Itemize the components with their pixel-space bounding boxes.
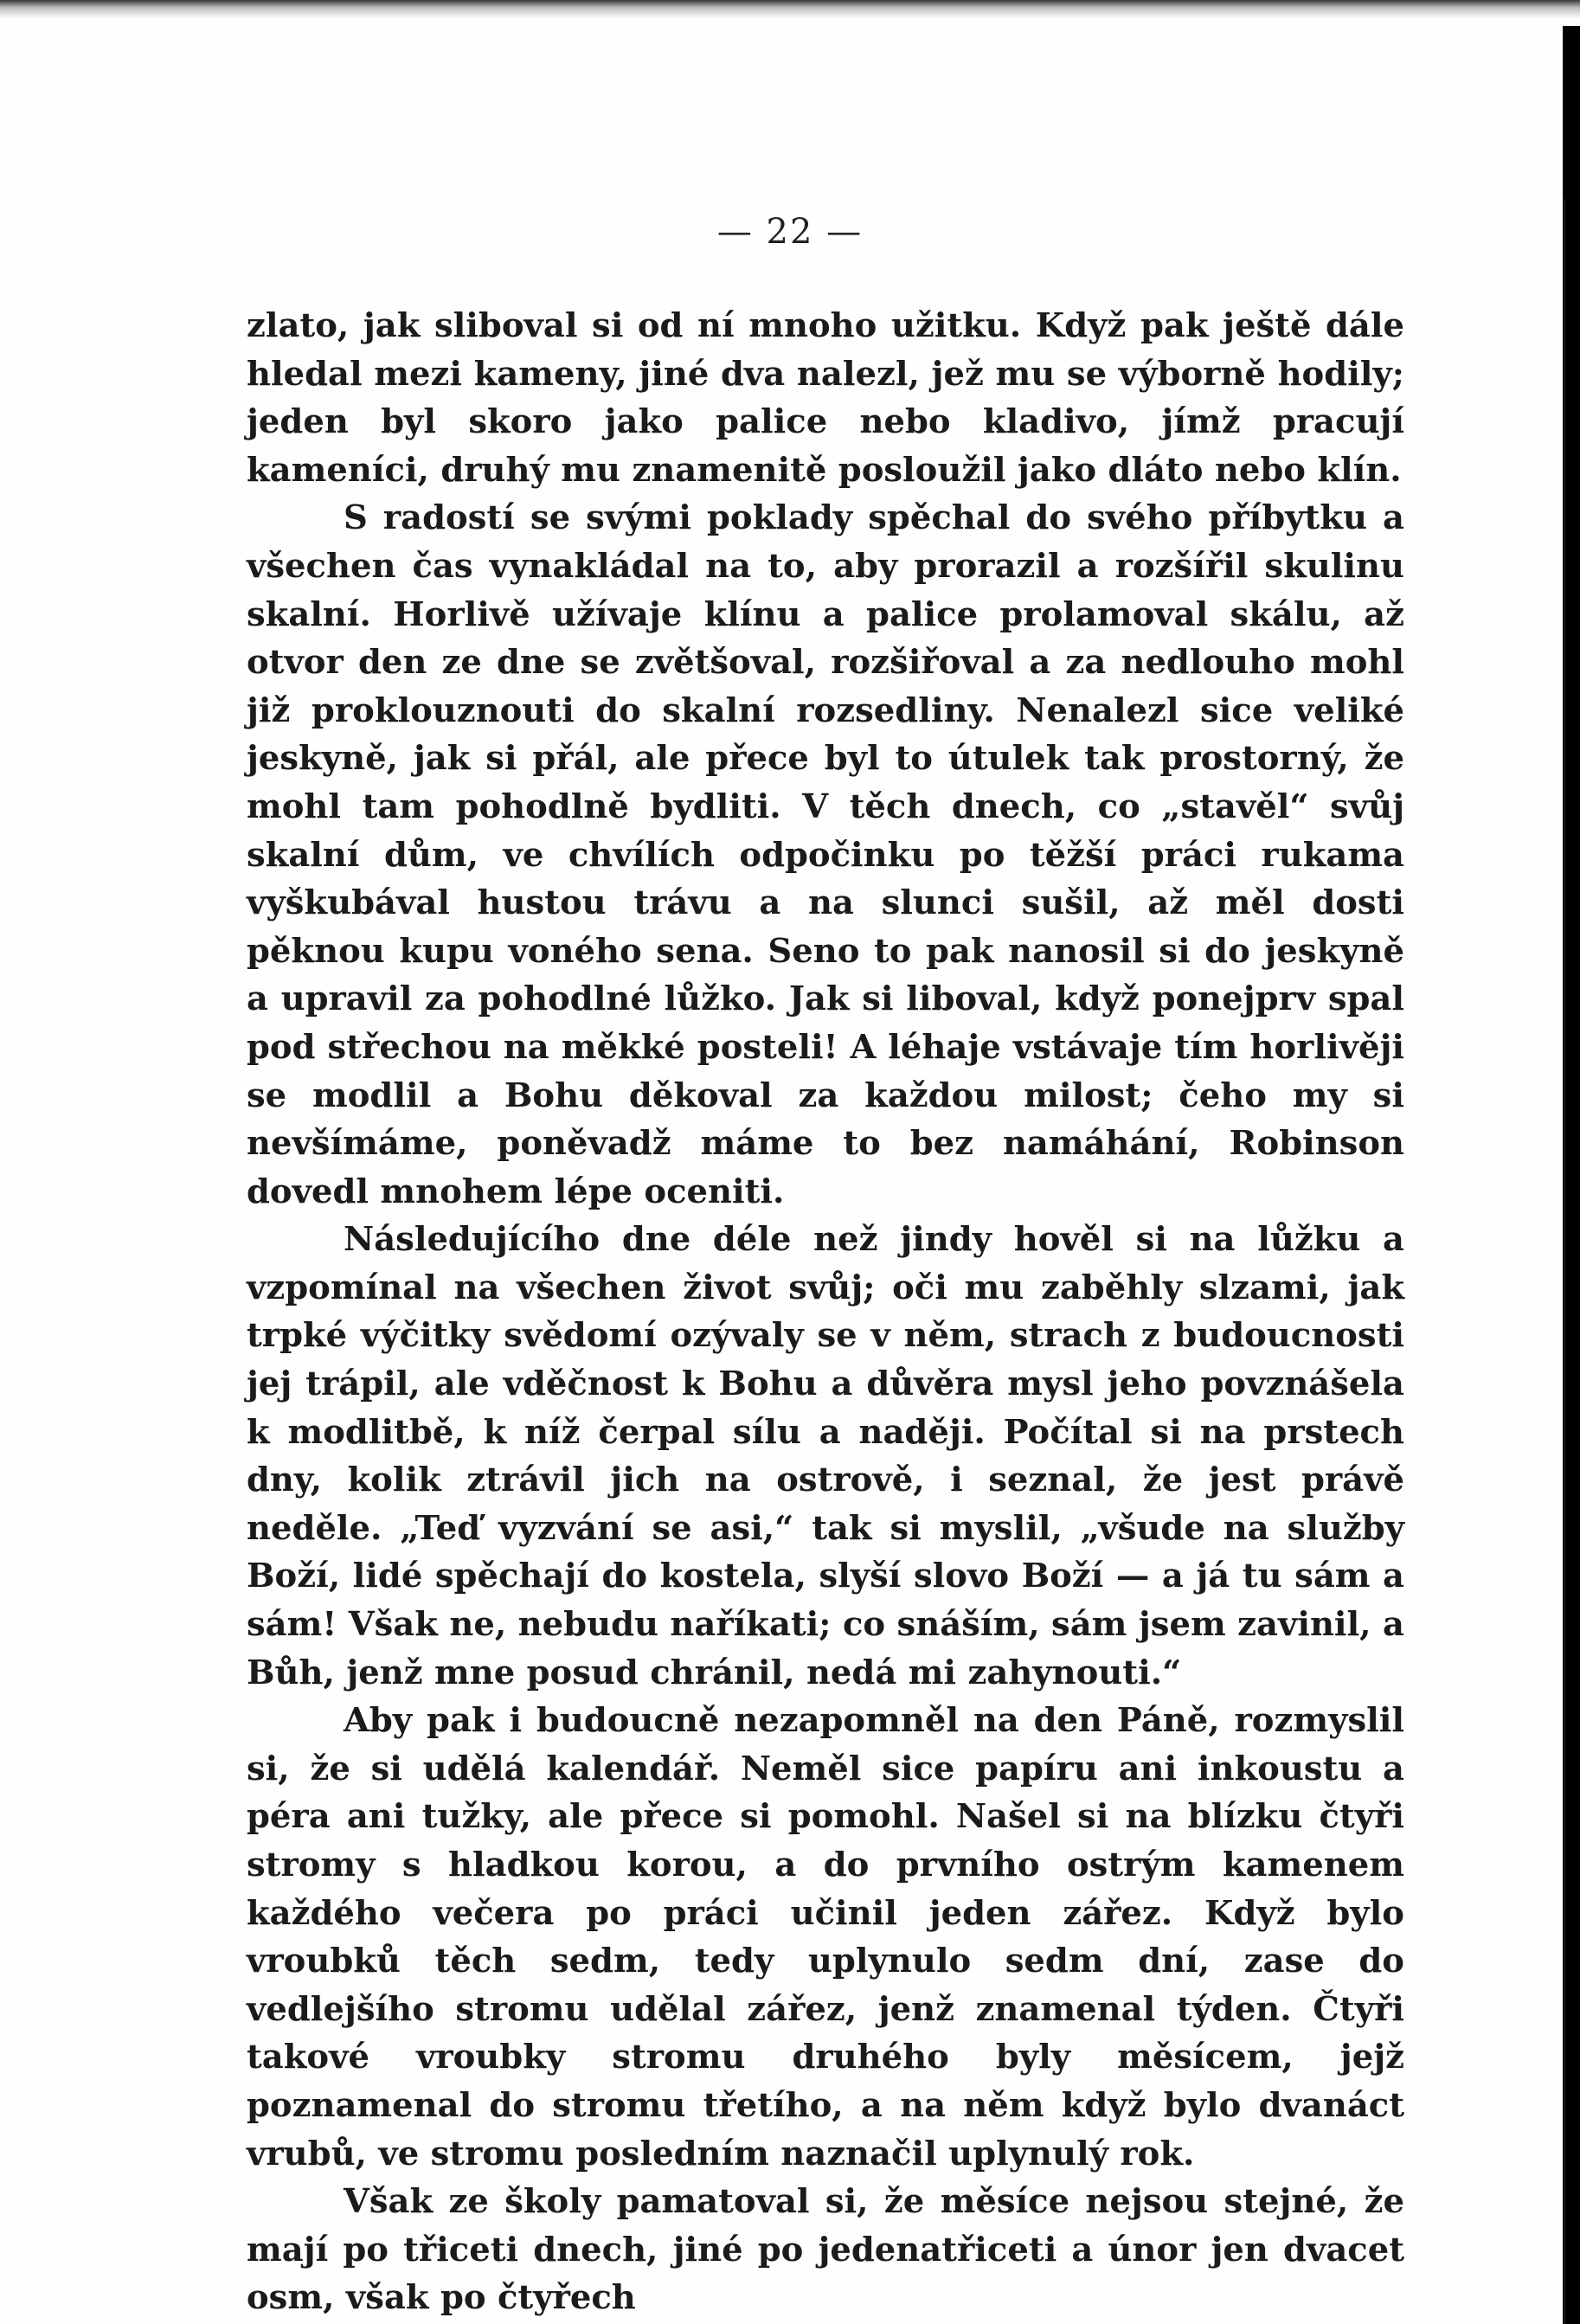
body-text — [247, 302, 1404, 2322]
paragraph: S radostí se svými poklady spěchal do svého příbytku a všechen čas vynakládal na to, aby prorazil a rozšířil skulinu skalní. Horlivě užívaje klínu a palice prolamoval skálu, až otvor den ze dne se zvětšoval, rozšiřoval a za nedlouho mohl již proklouznouti do skalní rozsedliny. Nenalezl sice veliké jeskyně, jak si přál, ale přece byl to útulek tak prostorný, že mohl tam pohodlně bydliti. V těch dnech, co „stavěl“ svůj skalní dům, ve chvílích odpočinku po těžší práci rukama vyškubával hustou trávu a na slunci sušil, až měl dosti pěknou kupu voného sena. Seno to pak nanosil si do jeskyně a upravil za pohodlné lůžko. Jak si liboval, když ponejprv spal pod střechou na měkké posteli! A léhaje vstávaje tím horlivěji se modlil a Bohu děkoval za každou milost; čeho my si nevšímáme, poněvadž máme to bez namáhání, Robinson dovedl mnohem lépe oceniti. — [247, 498, 1404, 1211]
scan-top-edge — [0, 0, 1580, 19]
paragraph: zlato, jak sliboval si od ní mnoho užitku. Když pak ještě dále hledal mezi kameny, jiné dva nalezl, jež mu se výborně hodily; jeden byl skoro jako palice nebo kladivo, jímž pracují kameníci, druhý mu znamenitě posloužil jako dláto nebo klín. — [247, 306, 1404, 490]
page-number: — 22 — — [716, 212, 864, 252]
paragraph: Následujícího dne déle než jindy hověl si na lůžku a vzpomínal na všechen život svůj; oči mu zaběhly slzami, jak trpké výčitky svědomí ozývaly se v něm, strach z budoucnosti jej trápil, ale vděčnost k Bohu a důvěra mysl jeho povznášela k modlitbě, k níž čerpal sílu a naději. Počítal si na prstech dny, kolik ztrávil jich na ostrově, i seznal, že jest právě neděle. „Teď vyzvání se asi,“ tak si myslil, „všude na služby Boží, lidé spěchají do kostela, slyší slovo Boží — a já tu sám a sám! Však ne, nebudu naříkati; co snáším, sám jsem zavinil, a Bůh, jenž mne posud chránil, nedá mi zahynouti.“ — [247, 1220, 1404, 1692]
paragraph: Aby pak i budoucně nezapomněl na den Páně, rozmyslil si, že si udělá kalendář. Neměl sice papíru ani inkoustu a péra ani tužky, ale přece si pomohl. Našel si na blízku čtyři stromy s hladkou korou, a do prvního ostrým kamenem každého večera po práci učinil jeden zářez. Když bylo vroubků těch sedm, tedy uplynulo sedm dní, zase do vedlejšího stromu udělal zářez, jenž znamenal týden. Čtyři takové vroubky stromu druhého byly měsícem, jejž poznamenal do stromu třetího, a na něm když bylo dvanáct vrubů, ve stromu posledním naznačil uplynulý rok. — [247, 1701, 1404, 2173]
scan-binding-line — [1563, 199, 1566, 2324]
paragraph: Však ze školy pamatoval si, že měsíce nejsou stejné, že mají po třiceti dnech, jiné po jedenatřiceti a únor jen dvacet osm, však po čtyřech — [247, 2182, 1404, 2318]
